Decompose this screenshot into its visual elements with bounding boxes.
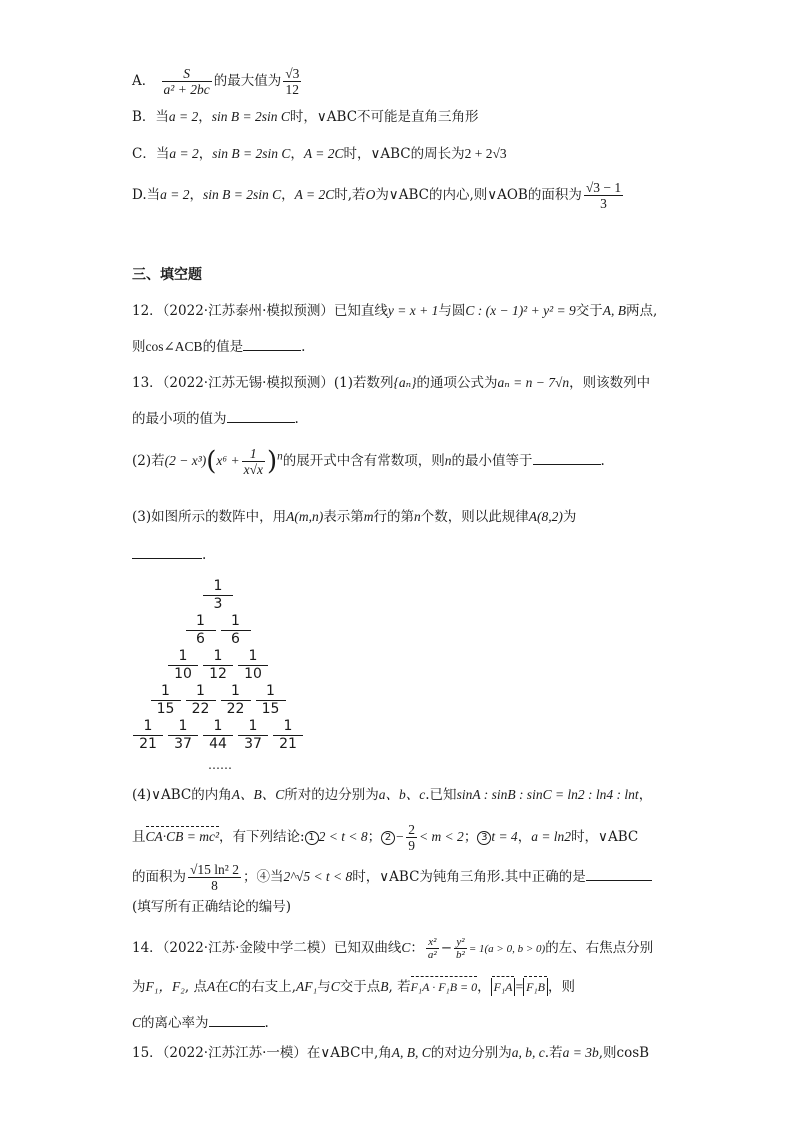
q12-line1: 12．（2022·江苏泰州·模拟预测）已知直线y = x + 1与圆C : (x − 1)² + y² = 9交于A, B两点, [132,303,658,319]
triangle-denominator: 10 [244,666,262,682]
triangle-denominator: 22 [226,701,245,717]
triangle-entry [168,648,198,683]
triangle-denominator: 21 [139,736,157,752]
triangle-denominator: 15 [261,701,280,717]
option-d-value: $\frac{√3 - 1}{3}$ [585,180,622,211]
triangle-numerator: 1 [203,718,233,736]
triangle-denominator: 22 [191,701,210,717]
triangle-numerator: 1 [238,718,268,736]
option-a-value: $\frac{√3}{12}$ [285,66,300,97]
option-a: A． $\frac{S}{\text{a² + 2bc}}$ 的最大值为 $\frac{√3}{12}$ [132,66,300,97]
triangle-numerator: 1 [133,718,163,736]
triangle-numerator: 1 [221,683,251,701]
hyperbola-x-term: $\frac{\text{x²}}{\text{a²}}$ [427,936,437,961]
conclusion-2-marker: 2 [381,831,395,845]
q14-line1: 14．（2022·江苏·金陵中学二模）已知双曲线C： $\frac{\text{x²}}{\text{a²}}$ − $\frac{\text{y²}}{\text{b²}}$ = 1(a > 0, b > 0)的左、右焦点分别 [132,936,654,961]
q13-inner-fraction: $\frac{1}{x√x}$ [243,446,263,477]
option-d: D.当a = 2，sin B = 2sin C，A = 2C时,若O为∨ABC的内心,则∨AOB的面积为 $\frac{√3 - 1}{3}$ [132,180,622,211]
option-c: C．当a = 2，sin B = 2sin C，A = 2C时，∨ABC的周长为2 + 2√3 [132,146,507,162]
triangle-denominator: 10 [174,666,192,682]
q13-part3-answer: . [132,546,206,564]
triangle-denominator: 44 [209,736,227,752]
triangle-entry [238,648,268,683]
triangle-numerator: 1 [203,648,233,666]
conclusion-3-marker: 3 [477,831,491,845]
triangle-numerator: 1 [221,613,251,631]
hyperbola-y-term: $\frac{\text{y²}}{\text{b²}}$ [456,936,465,961]
area-fraction: $\frac{\text{√15 ln² 2}}{8}$ [190,862,239,893]
triangle-denominator: 6 [231,631,240,647]
q13-part4-note: (填写所有正确结论的编号) [132,899,292,915]
ellipsis: …… [208,758,232,772]
triangle-entry [186,613,216,648]
triangle-entry [221,683,251,718]
answer-blank[interactable] [227,410,295,423]
triangle-numerator: 1 [168,648,198,666]
q14-line3: C的离心率为 . [132,1015,269,1031]
q13-part4-line2: 且CA·CB = mc²，有下列结论: 1 2 < t < 8； 2 − $\frac{2}{9}$ < m < 2； 3 t = 4，a = ln2时，∨ABC [132,822,639,853]
triangle-denominator: 15 [156,701,175,717]
q12-line2: 则cos∠ACB的值是 . [132,339,306,355]
triangle-numerator: 1 [168,718,198,736]
triangle-entry [203,718,233,753]
q13-line1: 13．（2022·江苏无锡·模拟预测）(1)若数列{aₙ}的通项公式为aₙ = n − 7√n，则该数列中 [132,375,651,391]
triangle-denominator: 21 [279,736,297,752]
triangle-numerator: 1 [238,648,268,666]
conclusion-1-marker: 1 [305,831,319,845]
section-title: 三、填空题 [132,267,202,283]
triangle-entry [168,718,198,753]
triangle-numerator: 1 [256,683,286,701]
q13-line2: 的最小项的值为 . [132,411,299,427]
triangle-entry [203,578,233,613]
option-b: B．当a = 2，sin B = 2sin C时，∨ABC不可能是直角三角形 [132,109,479,125]
triangle-denominator: 6 [196,631,205,647]
triangle-entry [203,648,233,683]
triangle-entry [133,718,163,753]
answer-blank[interactable] [243,338,301,351]
triangle-denominator: 37 [174,736,192,752]
answer-blank[interactable] [586,868,652,881]
triangle-numerator: 1 [151,683,181,701]
conclusion-2-fraction: $\frac{2}{9}$ [408,822,415,853]
q14-line2: 为F₁，F₂, 点A在C的右支上,AF₁与C交于点B, 若F₁A · F₁B = 0， F₁A = F₁B ，则 [132,979,575,995]
triangle-numerator: 1 [186,683,216,701]
triangle-denominator: 37 [244,736,262,752]
triangle-entry [238,718,268,753]
triangle-entry [221,613,251,648]
triangle-entry [273,718,303,753]
triangle-entry [151,683,181,718]
answer-blank[interactable] [209,1014,265,1027]
q13-part4-line3: 的面积为 $\frac{\text{√15 ln² 2}}{8}$ ；④当2^√5 < t < 8时，∨ABC为钝角三角形.其中正确的是 [132,862,652,893]
q15-line1: 15．（2022·江苏江苏·一模）在∨ABC中,角A, B, C的对边分别为a, b, c.若a = 3b,则cosB [132,1045,650,1061]
triangle-numerator: 1 [186,613,216,631]
q13-part4-line1: (4)∨ABC的内角A、B、C所对的边分别为a、b、c.已知sinA : sinB : sinC = ln2 : ln4 : lnt， [132,787,653,803]
q13-part3: (3)如图所示的数阵中，用A(m,n)表示第m行的第n个数，则以此规律A(8,2)为 [132,509,577,525]
triangle-entry [186,683,216,718]
answer-blank[interactable] [132,546,202,559]
q13-part2: (2)若(2 − x³)(x⁶ + $\frac{1}{x√x}$ )$^n$的展开式中含有常数项，则n的最小值等于 . [132,446,605,477]
option-a-fraction: $\frac{S}{\text{a² + 2bc}}$ [163,66,210,97]
triangle-entry [256,683,286,718]
triangle-denominator: 3 [213,596,223,612]
triangle-numerator: 1 [273,718,303,736]
answer-blank[interactable] [533,452,601,465]
triangle-denominator: 12 [209,666,227,682]
triangle-numerator: 1 [203,578,233,596]
